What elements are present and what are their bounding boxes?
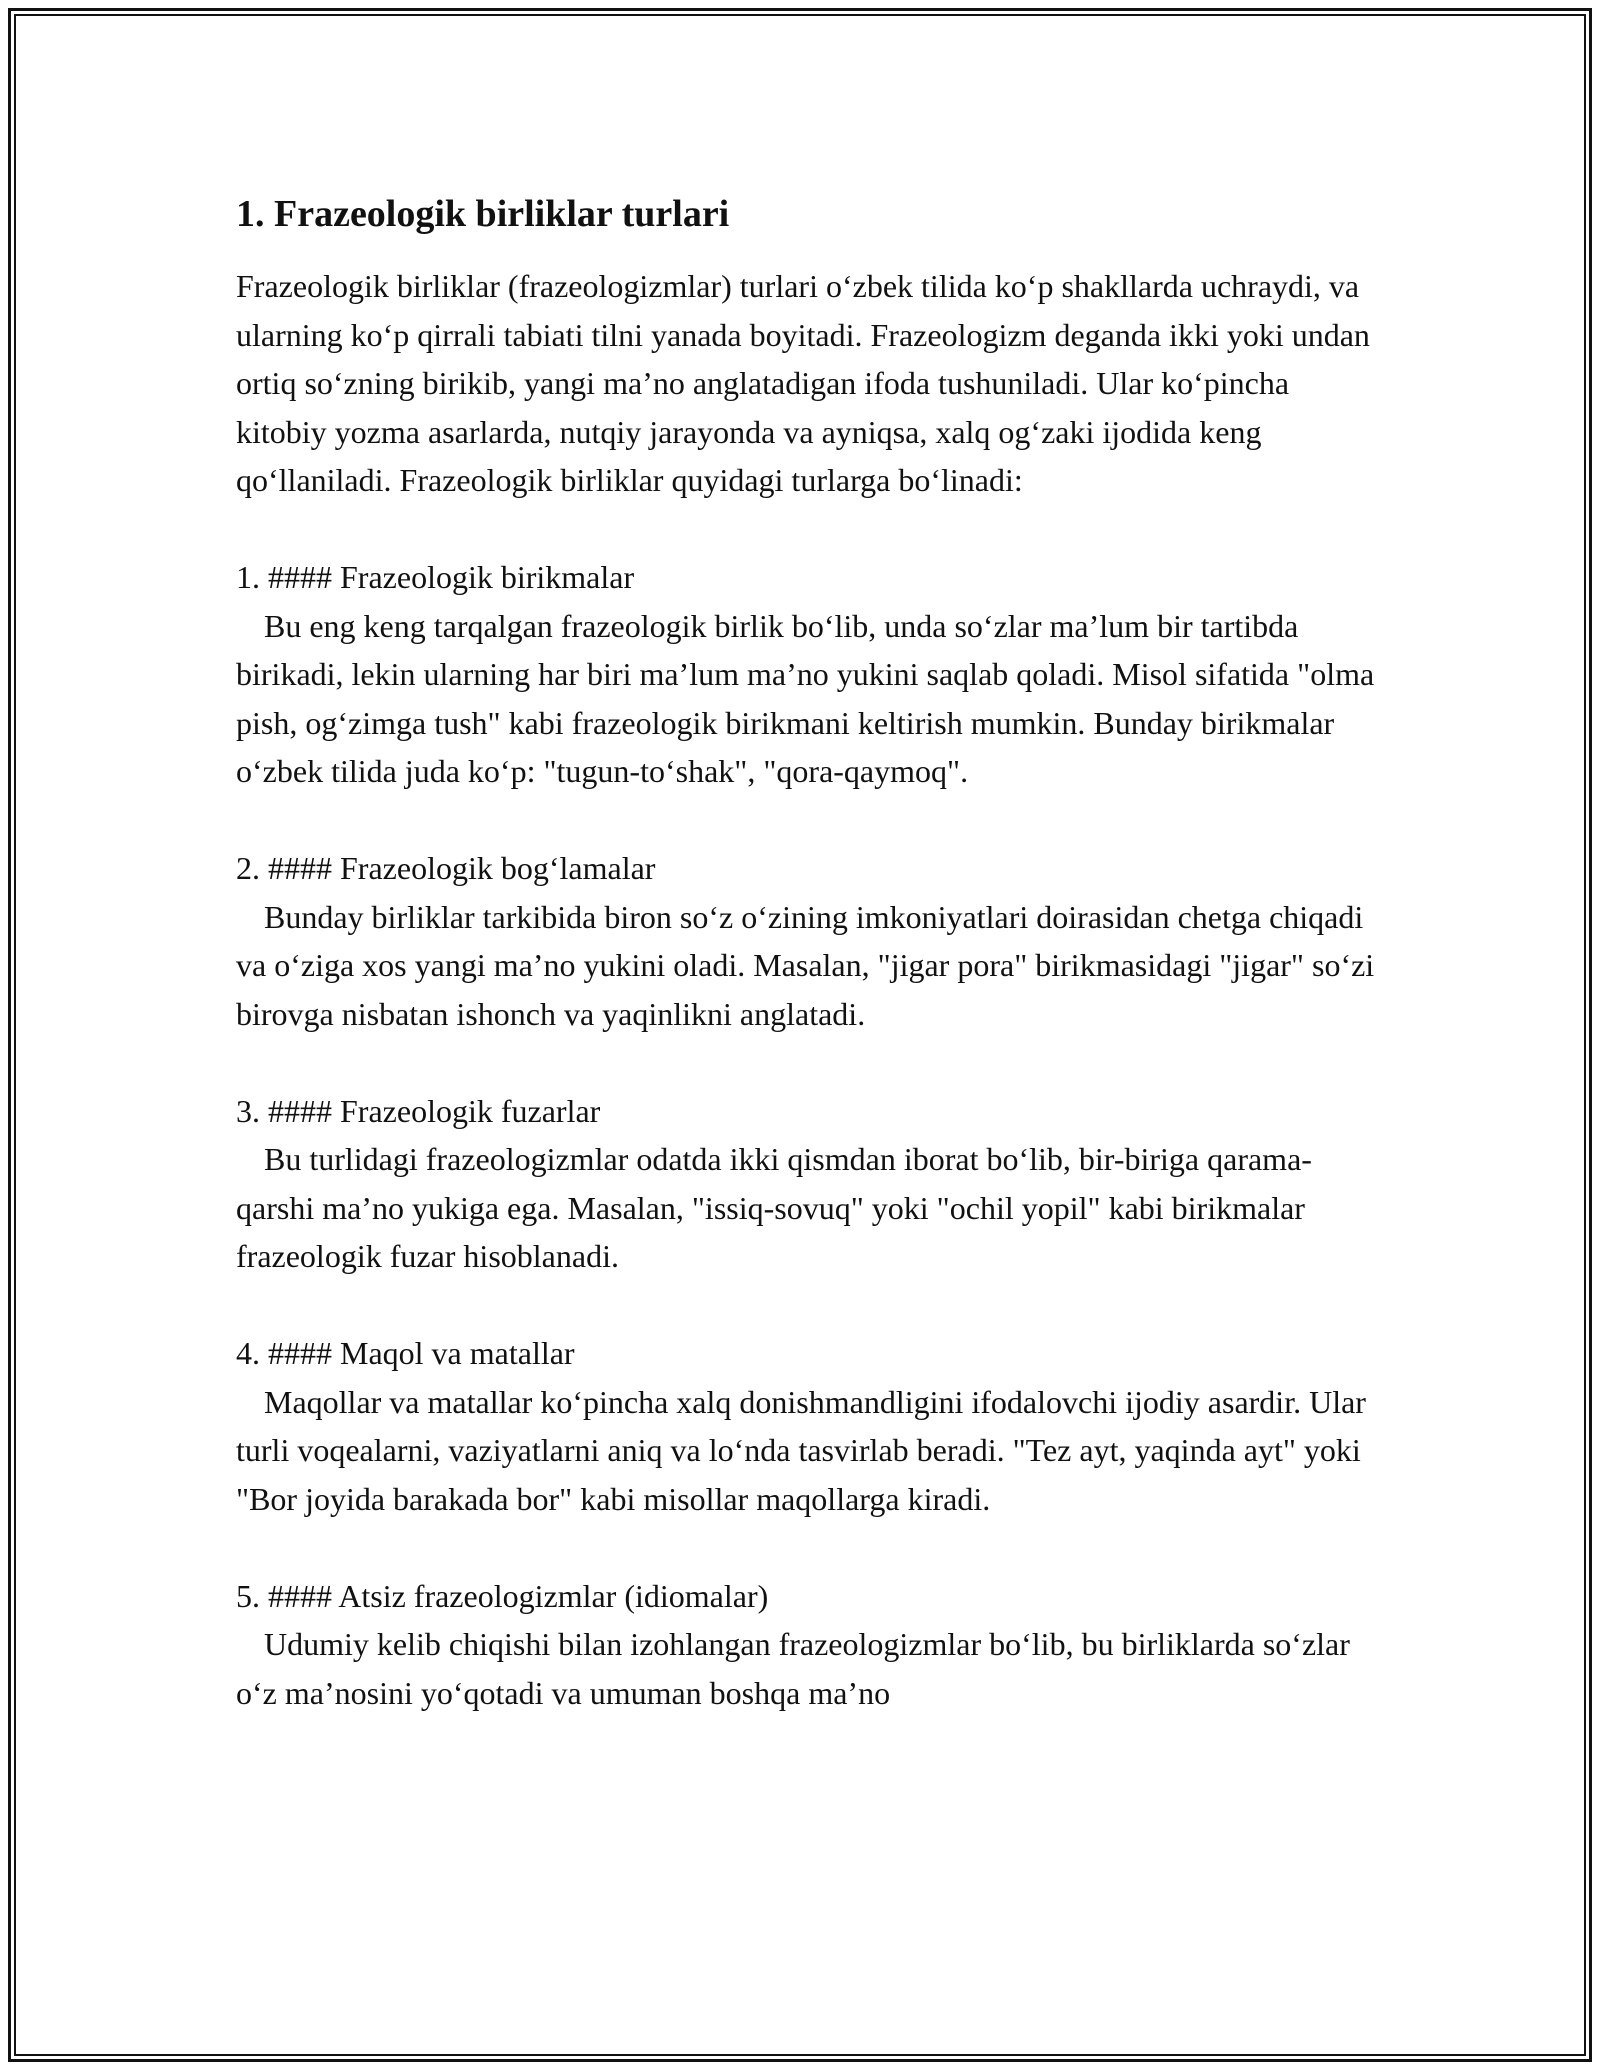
section-body xyxy=(236,893,1376,1039)
section-body xyxy=(236,602,1376,796)
section-heading: 2. #### Frazeologik bog‘lamalar xyxy=(236,850,656,886)
section-body xyxy=(236,1620,1376,1717)
section-body-text: Udumiy kelib chiqishi bilan izohlangan frazeologizmlar bo‘lib, bu birliklarda so‘zlar o‘z ma’nosini yo‘qotadi va umuman boshqa ma’no xyxy=(236,1626,1350,1711)
section-body-text: Bu turlidagi frazeologizmlar odatda ikki qismdan iborat bo‘lib, bir-biriga qarama-qarshi ma’no yukiga ega. Masalan, "issiq-sovuq" yoki "ochil yopil" kabi birikmalar frazeologik fuzar hisoblanadi. xyxy=(236,1141,1312,1274)
section-1 xyxy=(236,553,1376,796)
section-2 xyxy=(236,844,1376,1038)
section-body-text: Bunday birliklar tarkibida biron so‘z o‘zining imkoniyatlari doirasidan chetga chiqadi va o‘ziga xos yangi ma’no yukini oladi. Masalan, "jigar pora" birikmasidagi "jigar" so‘zi birovga nisbatan ishonch va yaqinlikni anglatadi. xyxy=(236,898,1375,1032)
section-heading: 5. #### Atsiz frazeologizmlar (idiomalar) xyxy=(236,1577,769,1614)
section-body-text: Bu eng keng tarqalgan frazeologik birlik bo‘lib, unda so‘zlar ma’lum bir tartibda birikadi, lekin ularning har biri ma’lum ma’no yukini saqlab qoladi. Misol sifatida "olma pish, og‘zimga tush" kabi frazeologik birikmani keltirish mumkin. Bunday birikmalar o‘zbek tilida juda ko‘p: "tugun-to‘shak", "qora-qaymoq". xyxy=(236,607,1375,789)
section-heading: 4. #### Maqol va matallar xyxy=(236,1335,575,1371)
intro-paragraph: Frazeologik birliklar (frazeologizmlar) turlari o‘zbek tilida ko‘p shakllarda uchraydi, va ularning ko‘p qirrali tabiati tilni yanada boyitadi. Frazeologizm deganda ikki yoki undan ortiq so‘zning birikib, yangi ma’no anglatadigan ifoda tushuniladi. Ular ko‘pincha kitobiy yozma asarlarda, nutqiy jarayonda va ayniqsa, xalq og‘zaki ijodida keng qo‘llaniladi. Frazeologik birliklar quyidagi turlarga bo‘linadi: xyxy=(236,268,1370,498)
document-body xyxy=(236,186,1376,1717)
section-4 xyxy=(236,1329,1376,1523)
section-body-text: Maqollar va matallar ko‘pincha xalq donishmandligini ifodalovchi ijodiy asardir. Ular turli voqealarni, vaziyatlarni aniq va lo‘nda tasvirlab beradi. "Tez ayt, yaqinda ayt" yoki "Bor joyida barakada bor" kabi misollar maqollarga kiradi. xyxy=(236,1383,1366,1517)
section-body xyxy=(236,1135,1376,1281)
document-title: 1. Frazeologik birliklar turlari xyxy=(236,193,730,235)
section-5 xyxy=(236,1572,1376,1718)
section-heading: 3. #### Frazeologik fuzarlar xyxy=(236,1092,601,1129)
section-heading: 1. #### Frazeologik birikmalar xyxy=(236,559,635,595)
section-3 xyxy=(236,1087,1376,1281)
section-body xyxy=(236,1378,1376,1524)
